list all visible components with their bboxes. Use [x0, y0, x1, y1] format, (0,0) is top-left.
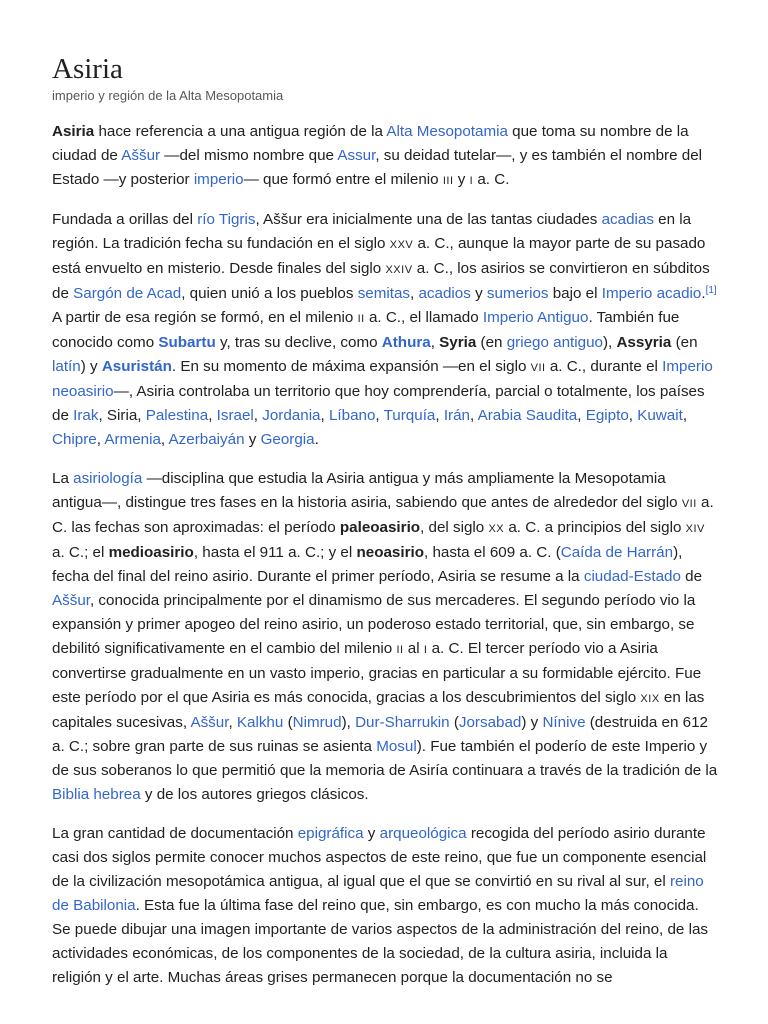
link-arabia-saudita[interactable]: Arabia Saudita [477, 407, 578, 424]
link-athura[interactable]: Athura [381, 334, 431, 351]
link-caida-de-harran[interactable]: Caída de Harrán [560, 544, 674, 561]
paragraph-phases: La asiriología —disciplina que estudia la Asiria antigua y más ampliamente la Mesopotamia antigua—, distingue tres fases en la historia asiria, sabiendo que antes de alrededor del siglo VII a. C. las fechas son aproximadas: el período paleoasirio, del siglo XX a. C. a principios del siglo XIV a. C.; el medioasirio, hasta el 911 a. C.; y el neoasirio, hasta el 609 a. C. (Caída de Harrán), fecha del final del reino asirio. Durante el primer período, Asiria se resume a la ciudad-Estado de Aššur, conocida principalmente por el dinamismo de sus mercaderes. El segundo período vio la expansión y primer apogeo del reino asirio, un poderoso estado territorial, que, sin embargo, se debilitó significativamente en el cambio del milenio II al I a. C. El tercer período vio a Asiria convertirse gradualmente en un vasto imperio, gracias en particular a su formidable ejército. Fue este período por el que Asiria es más conocida, gracias a los descubrimientos del siglo XIX en las capitales sucesivas, Aššur, Kalkhu (Nimrud), Dur-Sharrukin (Jorsabad) y Nínive (destruida en 612 a. C.; sobre gran parte de sus ruinas se asienta Mosul). Fue también el poderío de este Imperio y de sus soberanos lo que permitió que la memoria de Asiría continuara a través de la tradición de la Biblia hebrea y de los autores griegos clásicos. [52, 470, 718, 803]
link-egipto[interactable]: Egipto [585, 407, 629, 424]
link-acadias[interactable]: acadias [601, 211, 654, 228]
link-imperio[interactable]: imperio [193, 171, 244, 188]
bold-term: Syria [439, 334, 477, 351]
link-chipre[interactable]: Chipre [52, 431, 97, 448]
link-mosul[interactable]: Mosul [376, 738, 417, 755]
link-imperio-neoasirio[interactable]: Imperio neoasirio [52, 358, 713, 400]
link-imperio-acadio[interactable]: Imperio acadio [601, 285, 702, 302]
link-acadios[interactable]: acadios [418, 285, 471, 302]
link-sargon-de-acad[interactable]: Sargón de Acad [73, 285, 182, 302]
link-armenia[interactable]: Armenia [104, 431, 161, 448]
link-turquia[interactable]: Turquía [383, 407, 436, 424]
link-palestina[interactable]: Palestina [145, 407, 209, 424]
page-title: Asiria [52, 53, 123, 85]
link-irak[interactable]: Irak [73, 407, 99, 424]
link-assur-deity[interactable]: Assur [337, 147, 376, 164]
link-arqueologica[interactable]: arqueológica [379, 825, 467, 842]
link-asuristan[interactable]: Asuristán [101, 358, 172, 375]
link-israel[interactable]: Israel [216, 407, 254, 424]
link-biblia-hebrea[interactable]: Biblia hebrea [52, 786, 141, 803]
article [52, 0, 718, 990]
link-ciudad-estado[interactable]: ciudad-Estado [583, 568, 681, 585]
link-rio-tigris[interactable]: río Tigris [197, 211, 256, 228]
link-jorsabad[interactable]: Jorsabad [458, 714, 522, 731]
link-ninive[interactable]: Nínive [542, 714, 586, 731]
link-asiriologia[interactable]: asiriología [73, 470, 143, 487]
link-assur[interactable]: Aššur [52, 592, 90, 609]
link-azerbaiyan[interactable]: Azerbaiyán [168, 431, 245, 448]
link-subartu[interactable]: Subartu [158, 334, 216, 351]
link-assur-city[interactable]: Aššur [121, 147, 161, 164]
link-dur-sharrukin[interactable]: Dur-Sharrukin [355, 714, 450, 731]
link-assur-capital[interactable]: Aššur [190, 714, 229, 731]
bold-term: paleoasirio [339, 519, 421, 536]
bold-term: medioasirio [108, 544, 194, 561]
paragraph-history: Fundada a orillas del río Tigris, Aššur era inicialmente una de las tantas ciudades acadias en la región. La tradición fecha su fundación en el siglo XXV a. C., aunque la mayor parte de su pasado está envuelto en misterio. Desde finales del siglo XXIV a. C., los asirios se convirtieron en súbditos de Sargón de Acad, quien unió a los pueblos semitas, acadios y sumerios bajo el Imperio acadio.[1] A partir de esa región se formó, en el milenio II a. C., el llamado Imperio Antiguo. También fue conocido como Subartu y, tras su declive, como Athura, Syria (en griego antiguo), Assyria (en latín) y Asuristán. En su momento de máxima expansión —en el siglo VII a. C., durante el Imperio neoasirio—, Asiria controlaba un territorio que hoy comprendería, parcial o totalmente, los países de Irak, Siria, Palestina, Israel, Jordania, Líbano, Turquía, Irán, Arabia Saudita, Egipto, Kuwait, Chipre, Armenia, Azerbaiyán y Georgia. [52, 211, 717, 448]
paragraph-intro: Asiria hace referencia a una antigua región de la Alta Mesopotamia que toma su nombre de la ciudad de Aššur —del mismo nombre que Assur, su deidad tutelar—, y es también el nombre del Estado —y posterior imperio— que formó entre el milenio III y I a. C. [52, 123, 703, 188]
bold-term: neoasirio [356, 544, 424, 561]
link-alta-mesopotamia[interactable]: Alta Mesopotamia [386, 123, 508, 140]
link-kuwait[interactable]: Kuwait [637, 407, 683, 424]
page-subtitle: imperio y región de la Alta Mesopotamia [52, 88, 284, 103]
link-latin[interactable]: latín [52, 358, 81, 375]
link-griego-antiguo[interactable]: griego antiguo [506, 334, 603, 351]
link-libano[interactable]: Líbano [328, 407, 376, 424]
link-jordania[interactable]: Jordania [262, 407, 321, 424]
paragraph-documentation: La gran cantidad de documentación epigráfica y arqueológica recogida del período asirio durante casi dos siglos permite conocer muchos aspectos de este reino, que fue un componente esencial de la civilización mesopotámica antigua, al igual que el que se convirtió en su rival al sur, el reino de Babilonia. Esta fue la última fase del reino que, sin embargo, es con mucho la más conocida. Se puede dibujar una imagen importante de varios aspectos de la administración del reino, de las actividades económicas, de los componentes de la sociedad, de la cultura asiria, incluida la religión y el arte. Muchas áreas grises permanecen porque la documentación no se [52, 825, 708, 986]
link-iran[interactable]: Irán [443, 407, 470, 424]
link-kalkhu[interactable]: Kalkhu [236, 714, 284, 731]
link-semitas[interactable]: semitas [357, 285, 411, 302]
link-epigrafica[interactable]: epigráfica [297, 825, 364, 842]
link-sumerios[interactable]: sumerios [486, 285, 549, 302]
link-reino-de-babilonia[interactable]: reino de Babilonia [52, 873, 704, 914]
bold-term: Asiria [52, 123, 95, 140]
link-georgia[interactable]: Georgia [260, 431, 315, 448]
bold-term: Assyria [616, 334, 672, 351]
link-nimrud[interactable]: Nimrud [292, 714, 342, 731]
link-imperio-antiguo[interactable]: Imperio Antiguo [482, 309, 589, 326]
reference-1[interactable]: [1] [705, 285, 717, 296]
